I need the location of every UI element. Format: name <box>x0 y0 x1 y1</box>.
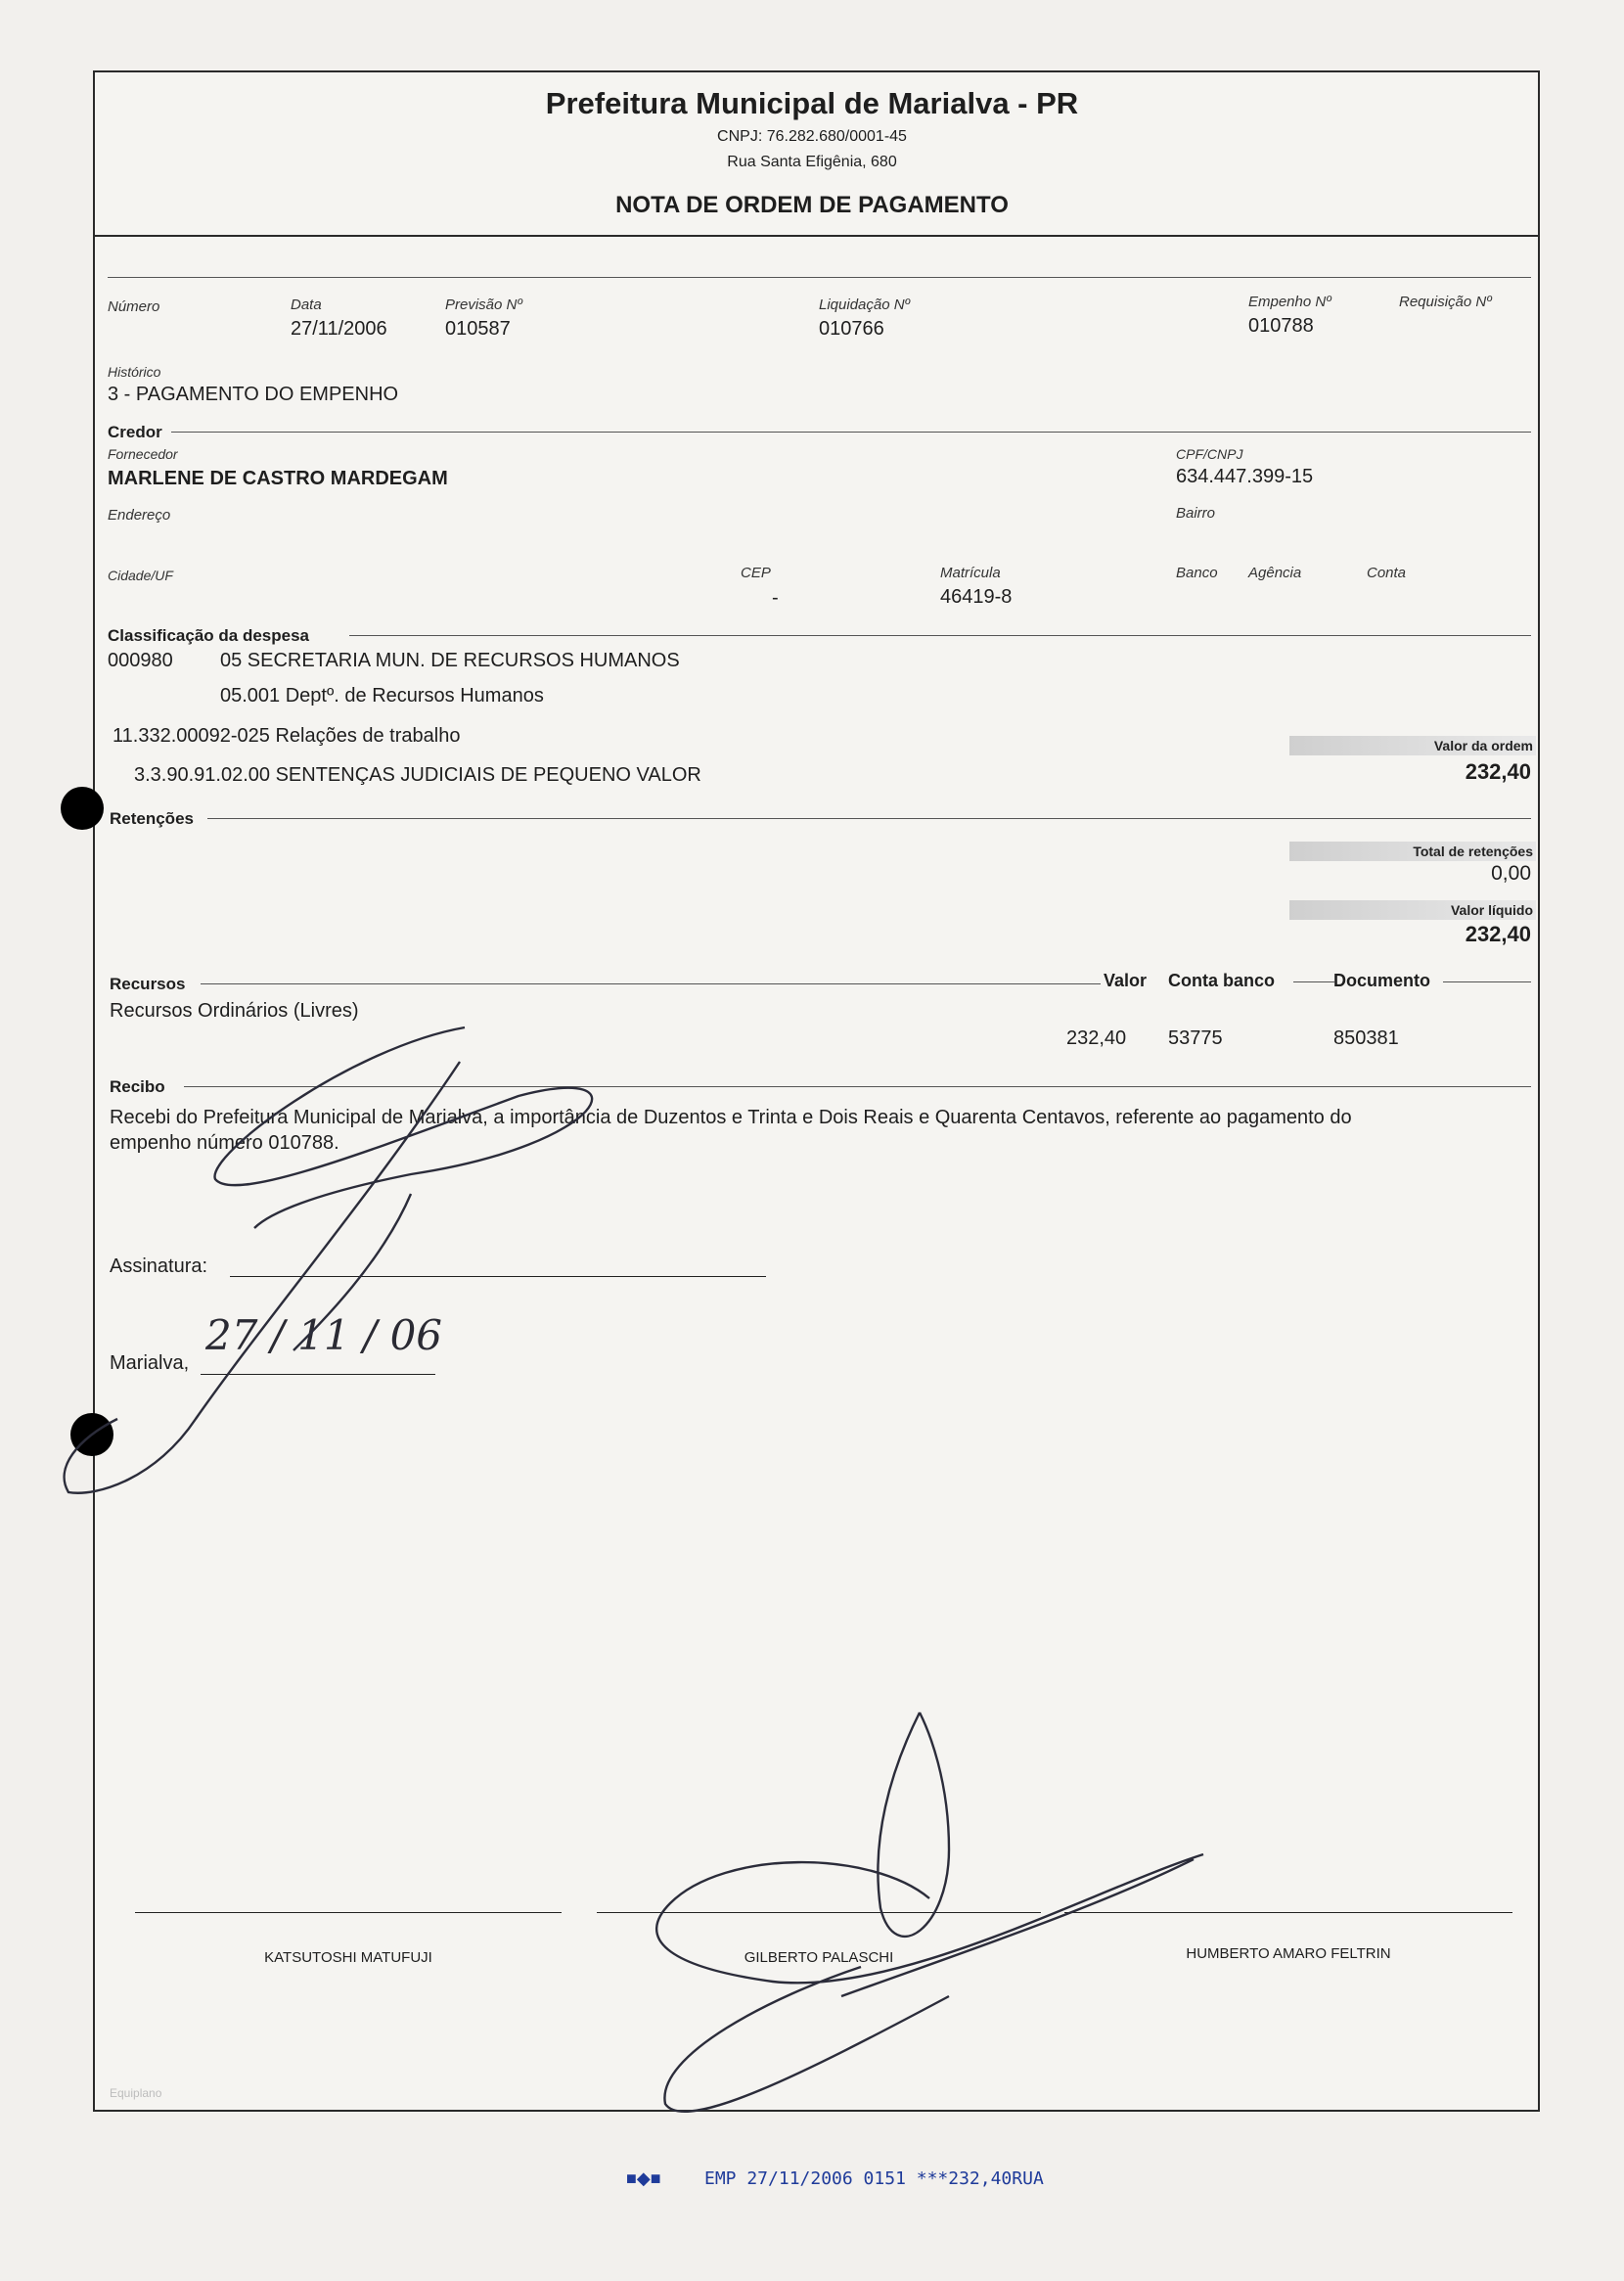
endereco-label: Endereço <box>108 507 171 524</box>
previsao-label: Previsão Nº <box>445 297 522 313</box>
page-title: Prefeitura Municipal de Marialva - PR <box>545 86 1079 120</box>
recibo-section-label: Recibo <box>110 1077 165 1096</box>
recursos-documento-label: Documento <box>1333 971 1430 990</box>
document-title: NOTA DE ORDEM DE PAGAMENTO <box>615 192 1009 218</box>
signatory-1: KATSUTOSHI MATUFUJI <box>264 1949 432 1966</box>
cidade-label: Cidade/UF <box>108 568 173 583</box>
numero-label: Número <box>108 298 160 315</box>
cep-value: - <box>772 587 779 609</box>
cpf-label: CPF/CNPJ <box>1176 446 1243 462</box>
total-retencoes-value: 0,00 <box>1491 862 1531 885</box>
credor-divider <box>171 432 1531 433</box>
bank-stamp-logo: ■◆■ <box>626 2168 661 2188</box>
cpf-value: 634.447.399-15 <box>1176 466 1314 487</box>
binding-hole-top <box>61 787 104 830</box>
valor-ordem-value: 232,40 <box>1465 759 1531 784</box>
recursos-documento: 850381 <box>1333 1027 1399 1049</box>
signature-line-1 <box>135 1912 562 1913</box>
classificacao-code: 000980 <box>108 650 173 671</box>
fornecedor-label: Fornecedor <box>108 446 178 462</box>
recursos-divider-2 <box>1293 981 1334 982</box>
handwritten-date: 27 / 11 / 06 <box>205 1311 443 1359</box>
recibo-signature-icon <box>59 1008 665 1556</box>
matricula-value: 46419-8 <box>940 586 1013 608</box>
valor-liquido-value: 232,40 <box>1465 922 1531 946</box>
total-retencoes-label: Total de retenções <box>1289 842 1536 861</box>
historico-label: Histórico <box>108 364 161 380</box>
matricula-label: Matrícula <box>940 565 1001 581</box>
classificacao-divider <box>349 635 1531 636</box>
empenho-value: 010788 <box>1248 315 1314 337</box>
liquidacao-value: 010766 <box>819 318 884 340</box>
agencia-label: Agência <box>1248 565 1302 581</box>
recursos-conta-banco: 53775 <box>1168 1027 1223 1049</box>
header-divider <box>93 235 1538 237</box>
valor-ordem-label: Valor da ordem <box>1289 736 1536 755</box>
bairro-label: Bairro <box>1176 505 1216 522</box>
data-label: Data <box>291 297 322 313</box>
retencoes-divider <box>207 818 1531 819</box>
recursos-divider-3 <box>1443 981 1531 982</box>
assinatura-label: Assinatura: <box>110 1255 208 1277</box>
fields-top-line <box>108 277 1531 278</box>
data-value: 27/11/2006 <box>291 318 387 340</box>
empenho-label: Empenho Nº <box>1248 294 1331 310</box>
conta-label: Conta <box>1367 565 1407 581</box>
software-watermark: Equiplano <box>110 2086 162 2100</box>
valor-liquido-label: Valor líquido <box>1289 900 1536 920</box>
recibo-text-line2: empenho número 010788. <box>110 1132 339 1154</box>
fornecedor-value: MARLENE DE CASTRO MARDEGAM <box>108 468 448 489</box>
recursos-conta-banco-label: Conta banco <box>1168 971 1276 990</box>
signatory-3: HUMBERTO AMARO FELTRIN <box>1186 1945 1391 1962</box>
classificacao-line3: 11.332.00092-025 Relações de trabalho <box>113 725 461 747</box>
requisicao-label: Requisição Nº <box>1399 294 1492 310</box>
recursos-valor-label: Valor <box>1104 971 1148 990</box>
classificacao-line4: 3.3.90.91.02.00 SENTENÇAS JUDICIAIS DE PEQUENO VALOR <box>134 764 701 786</box>
previsao-value: 010587 <box>445 318 511 340</box>
recursos-item: Recursos Ordinários (Livres) <box>110 1000 359 1022</box>
address-text: Rua Santa Efigênia, 680 <box>727 154 897 170</box>
liquidacao-label: Liquidação Nº <box>819 297 911 313</box>
cnpj-text: CNPJ: 76.282.680/0001-45 <box>717 128 907 145</box>
signatory-2: GILBERTO PALASCHI <box>744 1949 894 1966</box>
retencoes-section-label: Retenções <box>110 809 194 828</box>
recursos-divider <box>201 983 1101 984</box>
local-label: Marialva, <box>110 1352 190 1374</box>
classificacao-line1: 05 SECRETARIA MUN. DE RECURSOS HUMANOS <box>220 650 680 671</box>
historico-value: 3 - PAGAMENTO DO EMPENHO <box>108 384 399 405</box>
classificacao-line2: 05.001 Deptº. de Recursos Humanos <box>220 685 544 707</box>
recursos-valor: 232,40 <box>1066 1027 1127 1049</box>
classificacao-section-label: Classificação da despesa <box>108 626 310 645</box>
recibo-text-line1: Recebi do Prefeitura Municipal de Marialva, a importância de Duzentos e Trinta e Dois Reais e Quarenta Centavos, referente ao pagamento do <box>110 1107 1352 1128</box>
signatory-signature-icon <box>626 1703 1233 2123</box>
cep-label: CEP <box>741 565 771 581</box>
bank-stamp: EMP 27/11/2006 0151 ***232,40RUA <box>704 2168 1044 2189</box>
recursos-section-label: Recursos <box>110 975 186 993</box>
credor-section-label: Credor <box>108 423 162 441</box>
banco-label: Banco <box>1176 565 1218 581</box>
